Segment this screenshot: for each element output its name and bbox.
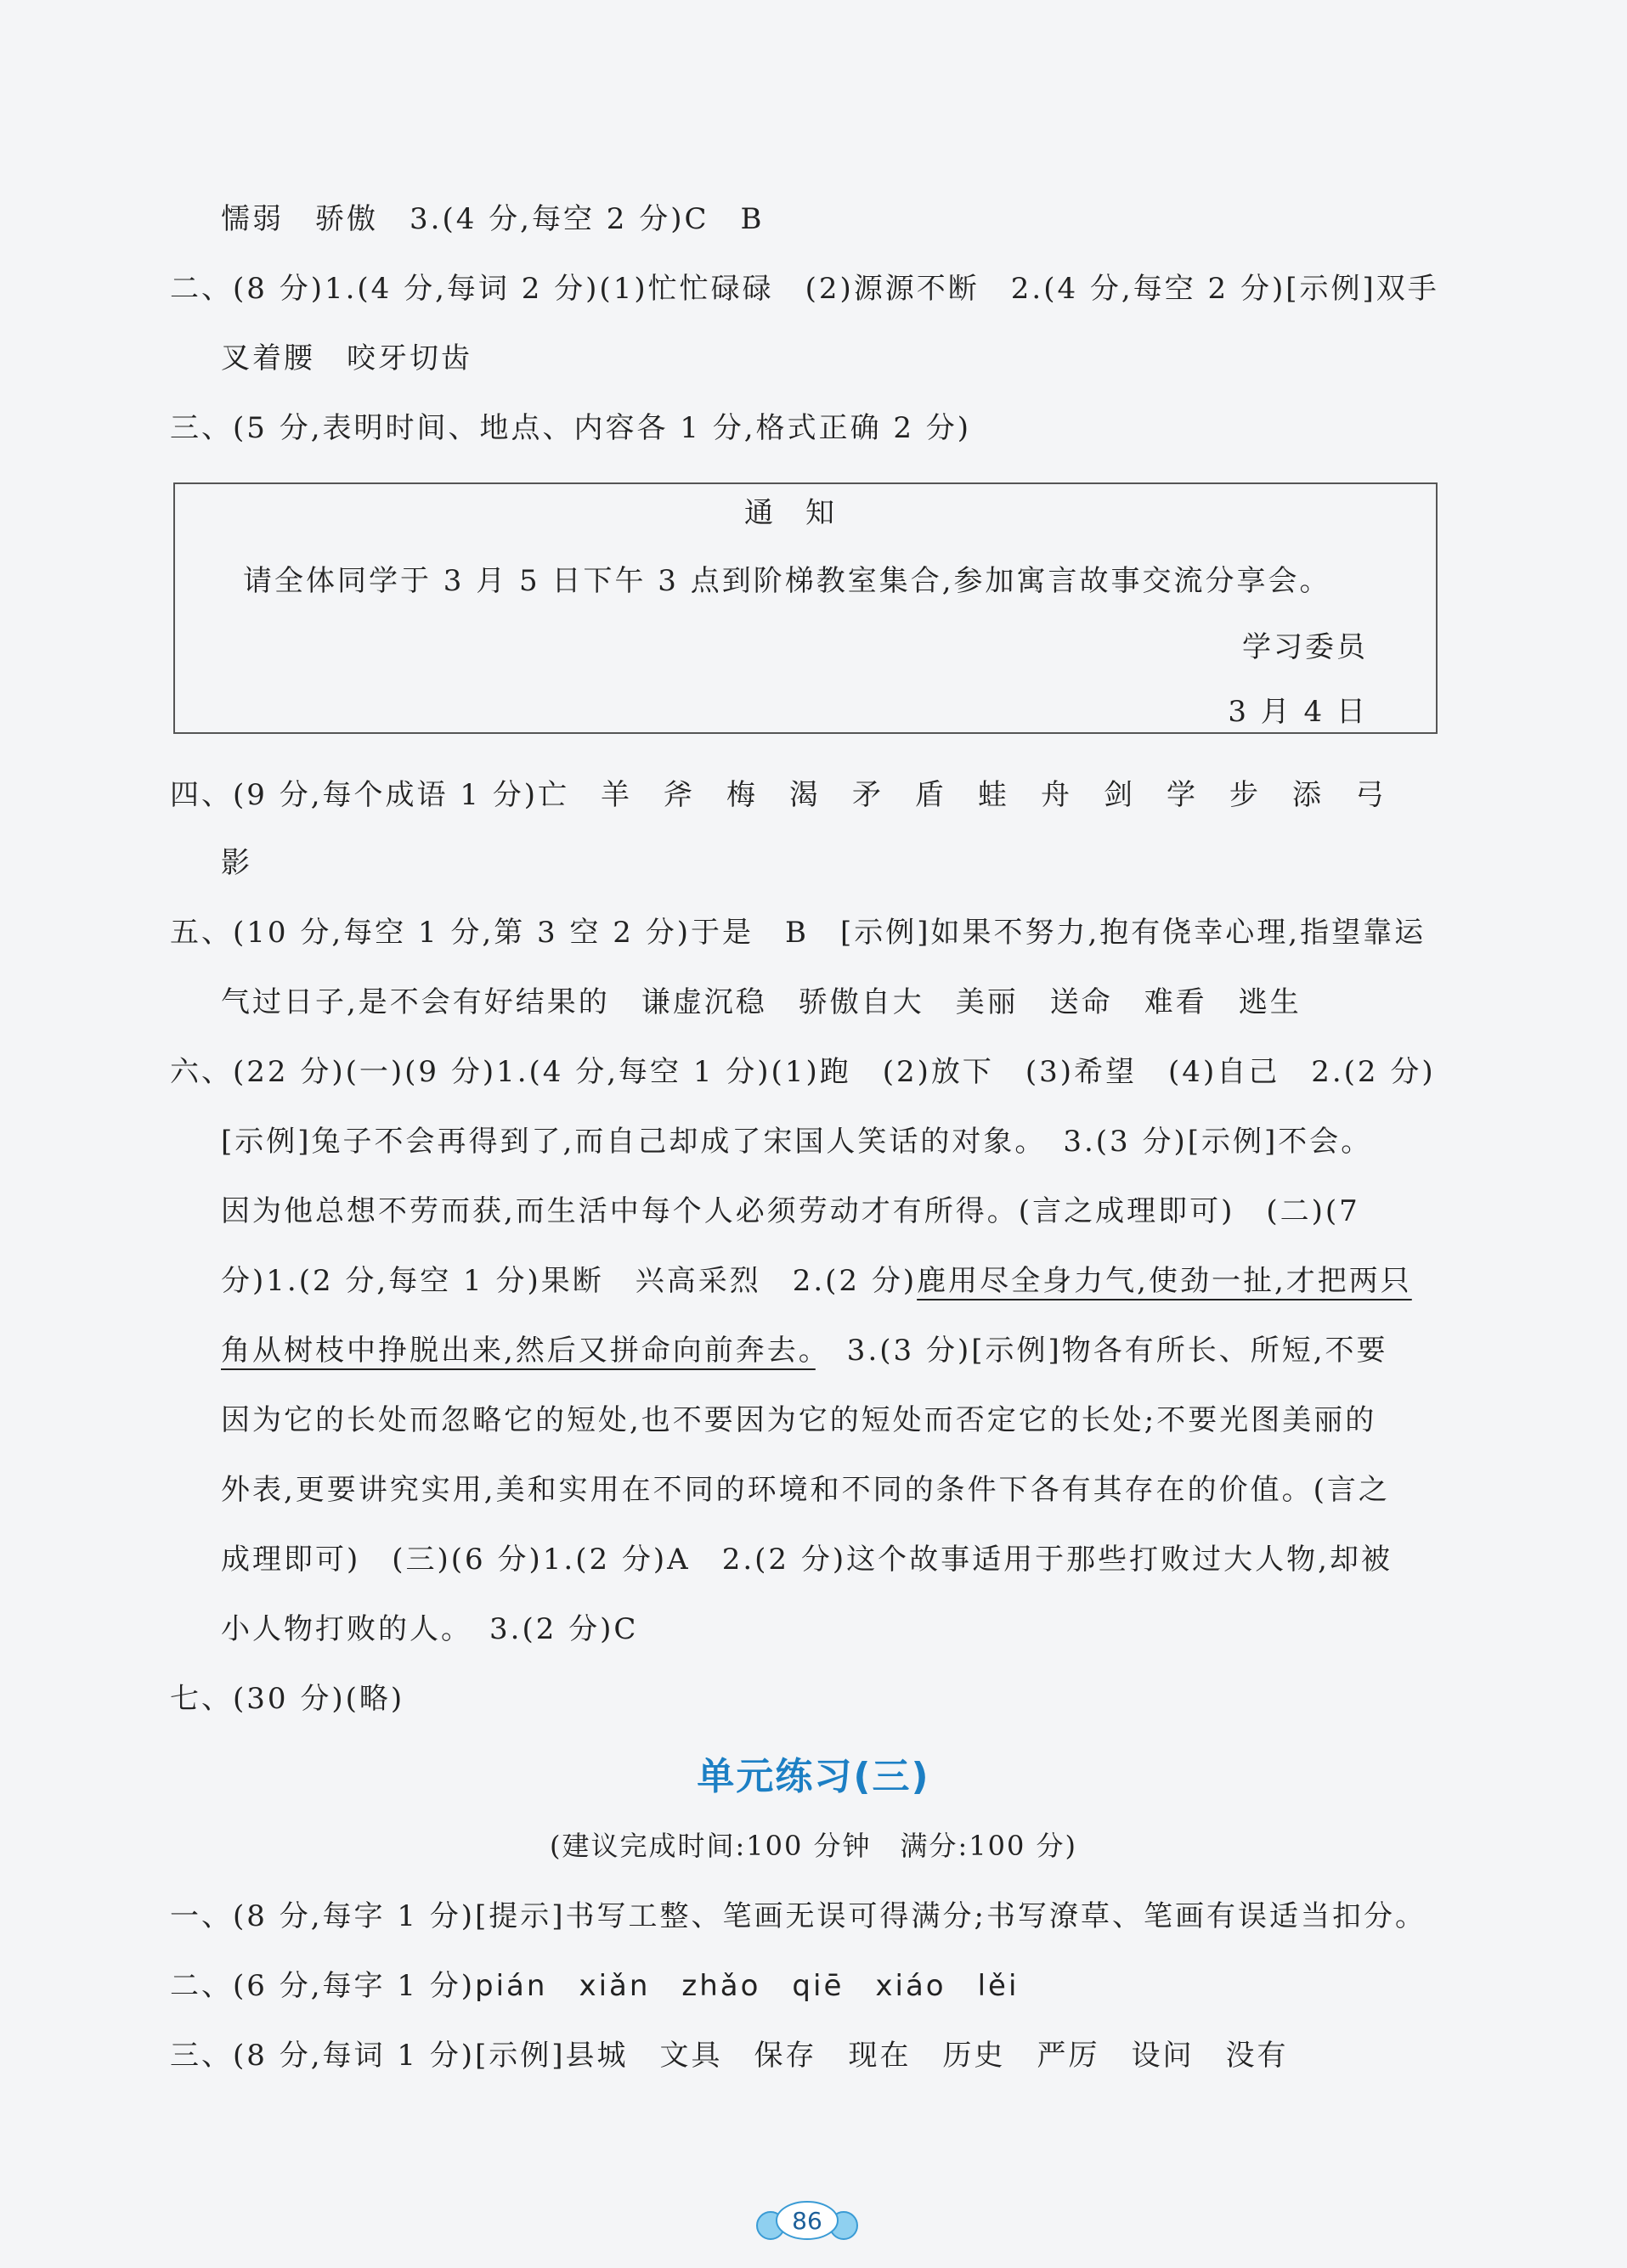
page-number-badge <box>752 2200 862 2243</box>
answer-line: 因为他总想不劳而获,而生活中每个人必须劳动才有所得。(言之成理即可) (二)(7 <box>221 1194 1360 1228</box>
notice-title: 通知 <box>744 496 867 530</box>
unit-subtitle: (建议完成时间:100 分钟 满分:100 分) <box>549 1830 1078 1862</box>
answer-line: 因为它的长处而忽略它的短处,也不要因为它的短处而否定它的长处;不要光图美丽的 <box>221 1403 1377 1437</box>
answer-line: 气过日子,是不会有好结果的 谦虚沉稳 骄傲自大 美丽 送命 难看 逃生 <box>221 985 1302 1019</box>
page-number: 86 <box>792 2207 822 2235</box>
answer-line <box>221 1259 1504 1303</box>
answer-line: 七、(30 分)(略) <box>170 1682 405 1716</box>
answer-line: 一、(8 分,每字 1 分)[提示]书写工整、笔画无误可得满分;书写潦草、笔画有误适当扣分。 <box>170 1899 1427 1933</box>
answer-line: 懦弱 骄傲 3.(4 分,每空 2 分)C B <box>221 202 765 236</box>
answer-line: 三、(5 分,表明时间、地点、内容各 1 分,格式正确 2 分) <box>170 411 972 445</box>
notice-date: 3 月 4 日 <box>1228 695 1368 729</box>
underlined-answer: 鹿用尽全身力气,使劲一扯,才把两只 <box>917 1264 1412 1298</box>
answer-line: 二、(8 分)1.(4 分,每词 2 分)(1)忙忙碌碌 (2)源源不断 2.(4 分,每空 2 分)[示例]双手 <box>170 272 1439 306</box>
answer-line: 五、(10 分,每空 1 分,第 3 空 2 分)于是 B [示例]如果不努力,抱有侥幸心理,指望靠运 <box>170 916 1426 950</box>
answer-line <box>221 1329 1504 1373</box>
answer-line: 叉着腰 咬牙切齿 <box>221 341 472 375</box>
answer-line: 小人物打败的人。 3.(2 分)C <box>221 1612 639 1646</box>
answer-text: 分)1.(2 分,每空 1 分)果断 兴高采烈 2.(2 分) <box>221 1264 918 1298</box>
answer-line: 四、(9 分,每个成语 1 分)亡 羊 斧 梅 渴 矛 盾 蛙 舟 剑 学 步 添 弓 <box>170 778 1387 812</box>
pinyin-answers: pián xiǎn zhǎo qiē xiáo lěi <box>475 1969 1020 2003</box>
answer-line: 六、(22 分)(一)(9 分)1.(4 分,每空 1 分)(1)跑 (2)放下 (3)希望 (4)自己 2.(2 分) <box>170 1055 1436 1089</box>
answer-line <box>170 1964 1453 2008</box>
answer-line: [示例]兔子不会再得到了,而自己却成了宋国人笑话的对象。 3.(3 分)[示例]不会。 <box>221 1125 1373 1159</box>
answer-line: 三、(8 分,每词 1 分)[示例]县城 文具 保存 现在 历史 严厉 设问 没有 <box>170 2039 1289 2073</box>
notice-body: 请全体同学于 3 月 5 日下午 3 点到阶梯教室集合,参加寓言故事交流分享会。 <box>243 564 1331 598</box>
answer-line: 成理即可) (三)(6 分)1.(2 分)A 2.(2 分)这个故事适用于那些打败过大人物,却被 <box>221 1543 1393 1577</box>
notice-signer: 学习委员 <box>1242 630 1368 664</box>
underlined-answer: 角从树枝中挣脱出来,然后又拼命向前奔去。 <box>221 1334 816 1368</box>
answer-text: 3.(3 分)[示例]物各有所长、所短,不要 <box>815 1334 1388 1368</box>
answer-text: 二、(6 分,每字 1 分) <box>170 1969 476 2003</box>
notice-box <box>173 482 1438 734</box>
answer-line: 外表,更要讲究实用,美和实用在不同的环境和不同的条件下各有其存在的价值。(言之 <box>221 1473 1390 1507</box>
answer-line: 影 <box>221 846 252 880</box>
unit-title: 单元练习(三) <box>697 1755 930 1798</box>
